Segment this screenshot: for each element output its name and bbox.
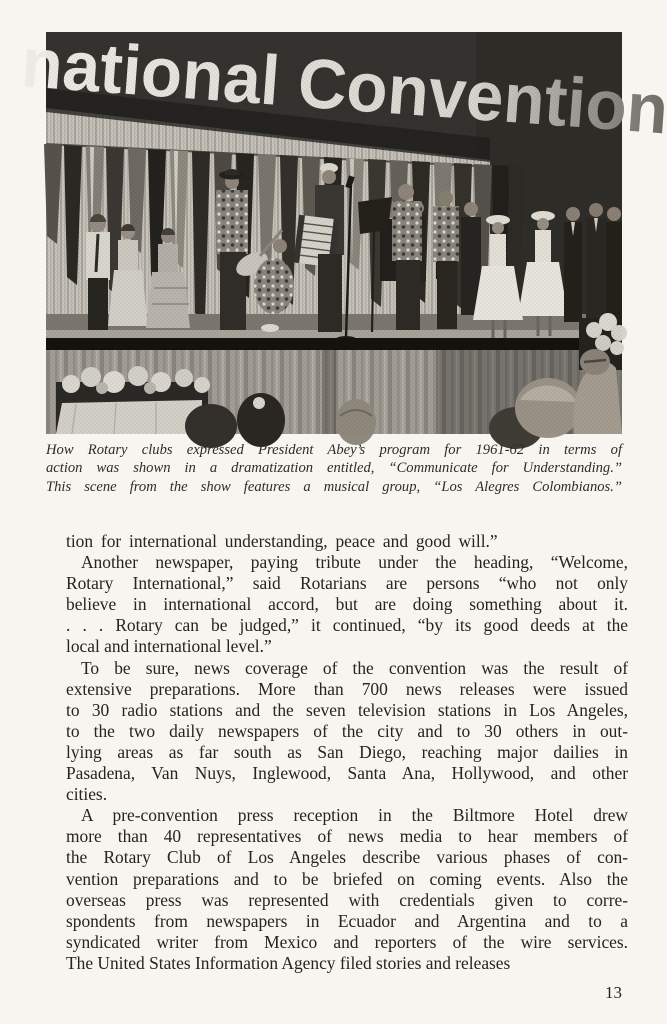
- photo-caption: [46, 441, 622, 496]
- body-line: to the two daily newspapers of the city and to 30 others in out-: [66, 720, 628, 741]
- body-line: The United States Information Agency filed stories and releases: [66, 952, 511, 973]
- body-line: spondents from newspapers in Ecuador and Argentina and to a: [66, 910, 628, 931]
- body-line: tion for international understanding, peace and good will.”: [66, 531, 498, 551]
- caption-line: This scene from the show features a musical group, “Los Alegres Colombianos.”: [46, 478, 622, 495]
- body-line: to 30 radio stations and the seven television stations in Los Angeles,: [66, 699, 628, 720]
- page-number: 13: [605, 983, 622, 1002]
- body-line: cities.: [66, 784, 108, 805]
- body-line: Another newspaper, paying tribute under the heading, “Welcome,: [81, 552, 628, 573]
- body-line: A pre-convention press reception in the Biltmore Hotel drew: [81, 805, 628, 826]
- body-line: lying areas as far south as San Diego, reaching major dailies in: [66, 741, 628, 762]
- caption-line: action was shown in a dramatization entitled, “Communicate for Understanding.”: [46, 460, 622, 477]
- body-line: Pasadena, Van Nuys, Inglewood, Santa Ana, Hollywood, and other: [66, 763, 628, 784]
- body-line: Rotary International,” said Rotarians are persons “who not only: [66, 573, 628, 594]
- body-line: vention preparations and to be briefed on coming events. Also the: [66, 868, 628, 889]
- body-line: the Rotary Club of Los Angeles describe various phases of con-: [66, 847, 628, 868]
- body-line: syndicated writer from Mexico and reporters of the wire services.: [66, 931, 628, 952]
- body-line: overseas press was represented with credentials given to corre-: [66, 889, 628, 910]
- paragraph: [66, 552, 628, 657]
- convention-photo: [46, 32, 622, 434]
- convention-photo-art: [46, 32, 622, 434]
- body-line: extensive preparations. More than 700 news releases were issued: [66, 678, 628, 699]
- body-line: believe in international accord, but are doing something about it.: [66, 594, 628, 615]
- paragraph: [66, 531, 628, 552]
- body-line: local and international level.”: [66, 636, 272, 657]
- body-text: [66, 531, 628, 974]
- caption-line: How Rotary clubs expressed President Abey’s program for 1961-62 in terms of: [46, 442, 622, 458]
- body-line: . . . Rotary can be judged,” it continued, “by its good deeds at the: [66, 615, 628, 636]
- paragraph: [66, 805, 628, 974]
- paragraph: [66, 658, 628, 806]
- body-line: To be sure, news coverage of the convention was the result of: [81, 657, 628, 678]
- body-line: more than 40 representatives of news media to hear members of: [66, 826, 628, 847]
